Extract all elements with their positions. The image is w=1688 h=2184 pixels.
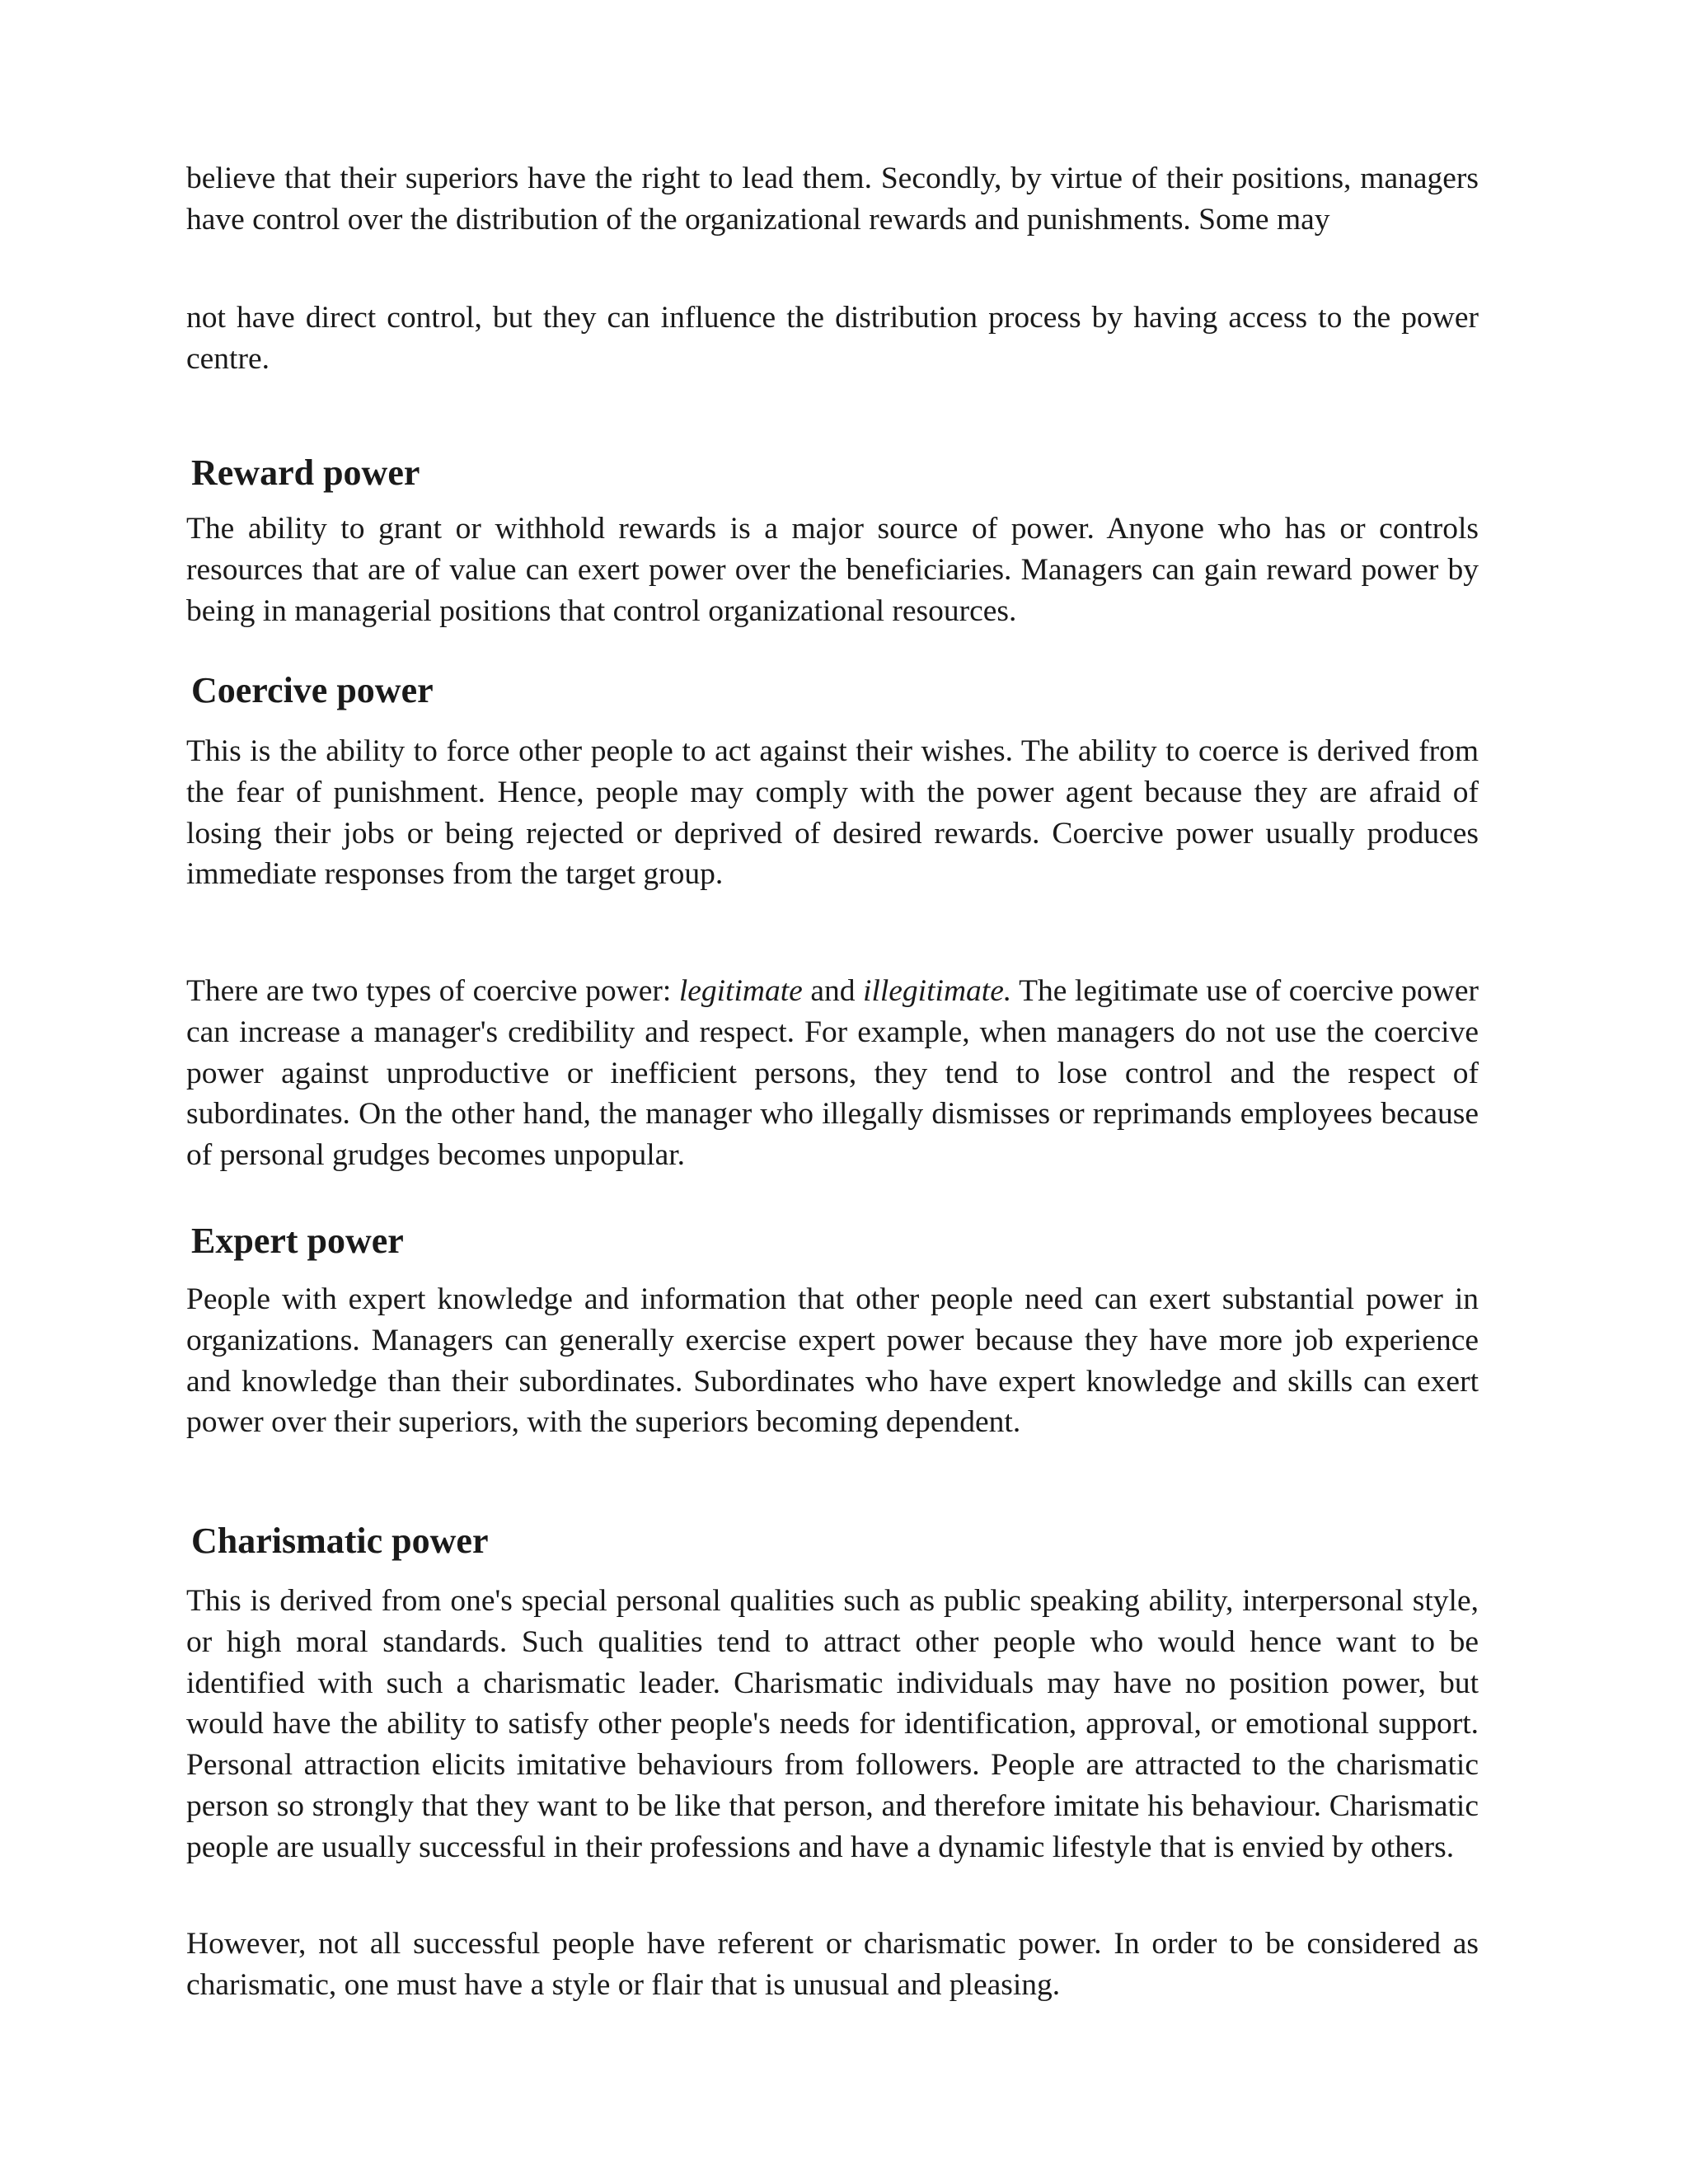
paragraph-reward-power: The ability to grant or withhold rewards is a major source of power. Anyone who has or controls resources that are of value can exert power over the beneficiaries. Managers can gain reward power by being in managerial positions that control organizational resources. <box>186 512 1479 628</box>
paragraph-expert-power: People with expert knowledge and information that other people need can exert substantial power in organizations. Managers can generally exercise expert power because they have more job experience and knowledge than their subordinates. Subordinates who have expert knowledge and skills can exert power over their superiors, with the superiors becoming dependent. <box>186 1282 1479 1440</box>
paragraph-coercive-types: There are two types of coercive power: legitimate and illegitimate. The legitimate use of coercive power can increase a manager's credibility and respect. For example, when managers do not use the coercive power against unproductive or inefficient persons, they tend to lose control and the respect of subordinates. On the other hand, the manager who illegally dismisses or reprimands employees because of personal grudges becomes unpopular. <box>186 974 1479 1173</box>
heading-expert-power: Expert power <box>191 1221 404 1261</box>
term-illegitimate: illegitimate. <box>863 974 1012 1008</box>
paragraph-coercive-power: This is the ability to force other people to act against their wishes. The ability to coerce is derived from the fear of punishment. Hence, people may comply with the power agent because they are afraid of losing their jobs or being rejected or deprived of desired rewards. Coercive power usually produces immediate responses from the target group. <box>186 734 1479 892</box>
paragraph-charismatic-power: This is derived from one's special personal qualities such as public speaking ability, interpersonal style, or high moral standards. Such qualities tend to attract other people who would hence want to be identified with such a charismatic leader. Charismatic individuals may have no position power, but would have the ability to satisfy other people's needs for identification, approval, or emotional support. Personal attraction elicits imitative behaviours from followers. People are attracted to the charismatic person so strongly that they want to be like that person, and therefore imitate his behaviour. Charismatic people are usually successful in their professions and have a dynamic lifestyle that is envied by others. <box>186 1584 1479 1864</box>
heading-coercive-power: Coercive power <box>191 670 434 710</box>
paragraph-access-power-centre: not have direct control, but they can influence the distribution process by having access to the power centre. <box>186 301 1479 376</box>
paragraph-charismatic-flair: However, not all successful people have referent or charismatic power. In order to be considered as charismatic, one must have a style or flair that is unusual and pleasing. <box>186 1927 1479 2002</box>
paragraph-legitimate-continuation: believe that their superiors have the right to lead them. Secondly, by virtue of their positions, managers have control over the distribution of the organizational rewards and punishments. Some may <box>186 162 1479 237</box>
heading-reward-power: Reward power <box>191 452 420 493</box>
heading-charismatic-power: Charismatic power <box>191 1521 489 1561</box>
term-legitimate: legitimate <box>678 974 803 1008</box>
